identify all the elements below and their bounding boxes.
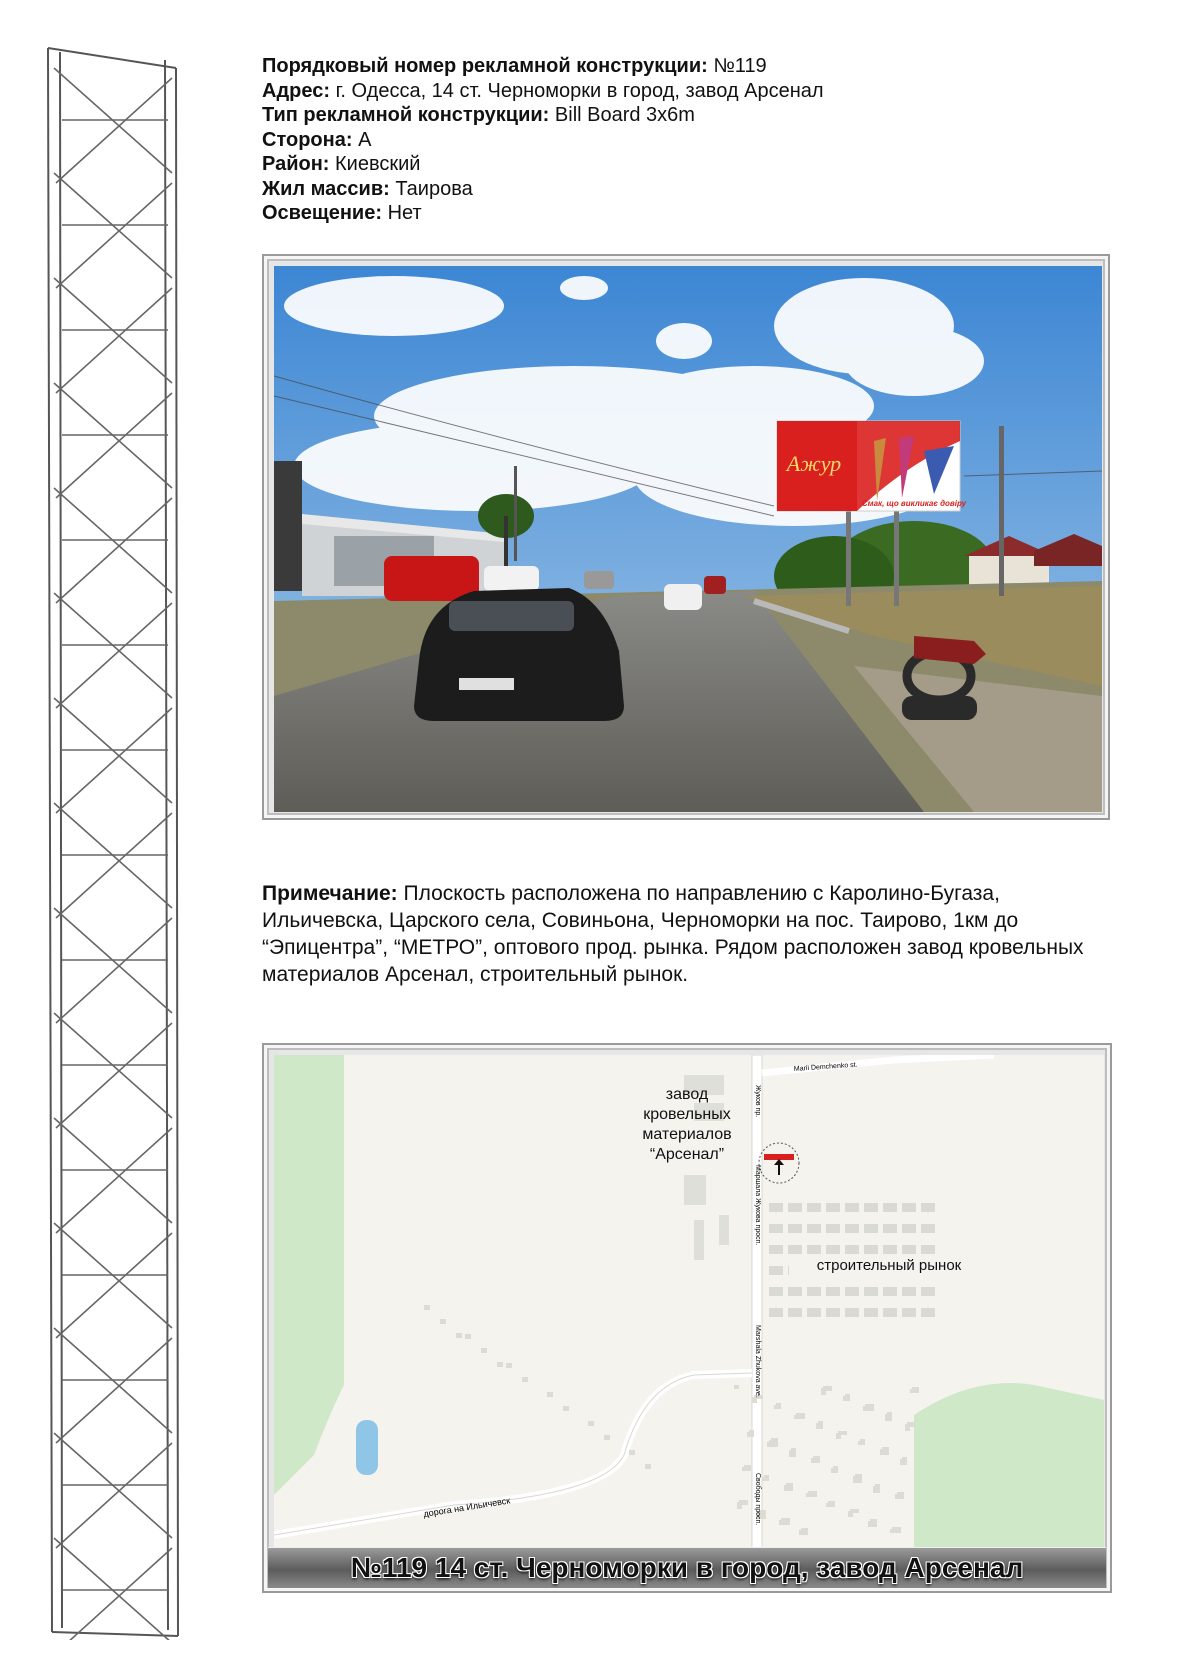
street-zhukova-ru-label: Маршала Жукова просп. [754,1165,761,1246]
billboard [777,421,967,511]
factory-label: завод кровельных материалов “Арсенал” [642,1086,732,1163]
info-lighting: Освещение: Нет [262,202,422,224]
note-text: Плоскость расположена по направлению с Каролино-Бугаза, Ильичевска, Царского села, Совиньона, Черноморки на пос. Таирово, 1км до “Эпицентра”, “МЕТРО”, оптового прод. рынка. Рядом расположен завод кровельных материалов Арсенал, строительный рынок. [262,882,1084,986]
street-demchenko-label: Marii Demchenko st. [793,1061,858,1073]
photo-frame [262,254,1110,820]
billboard-slogan: Смак, що викликає довіру [861,499,967,508]
info-type: Тип рекламной конструкции: Bill Board 3x6m [262,104,695,126]
street-photo [274,266,1102,812]
info-number: Порядковый номер рекламной конструкции: №119 [262,55,767,77]
info-district: Район: Киевский [262,153,421,175]
street-zhukova-en-label: Marshala Zhukova ave. [754,1325,761,1398]
street-svobody-label: Свободы просп. [754,1473,761,1526]
info-block [262,54,824,226]
map-frame [262,1043,1112,1593]
info-side: Сторона: А [262,128,372,151]
market-label: строительный рынок [789,1256,989,1276]
billboard-brand: Ажур [786,451,842,476]
street-zhukova-top-label: Жуков пр. [754,1085,761,1118]
road-ilichevsk-label: дорога на Ильичевск [422,1495,511,1519]
note-label: Примечание: [262,882,398,905]
bottom-banner: №119 14 ст. Черноморки в город, завод Арсенал [268,1547,1106,1588]
truss-decoration [40,40,190,1640]
note [262,880,1122,988]
info-address: Адрес: г. Одесса, 14 ст. Черноморки в город, завод Арсенал [262,79,824,102]
info-residential: Жил массив: Таирова [262,177,473,200]
